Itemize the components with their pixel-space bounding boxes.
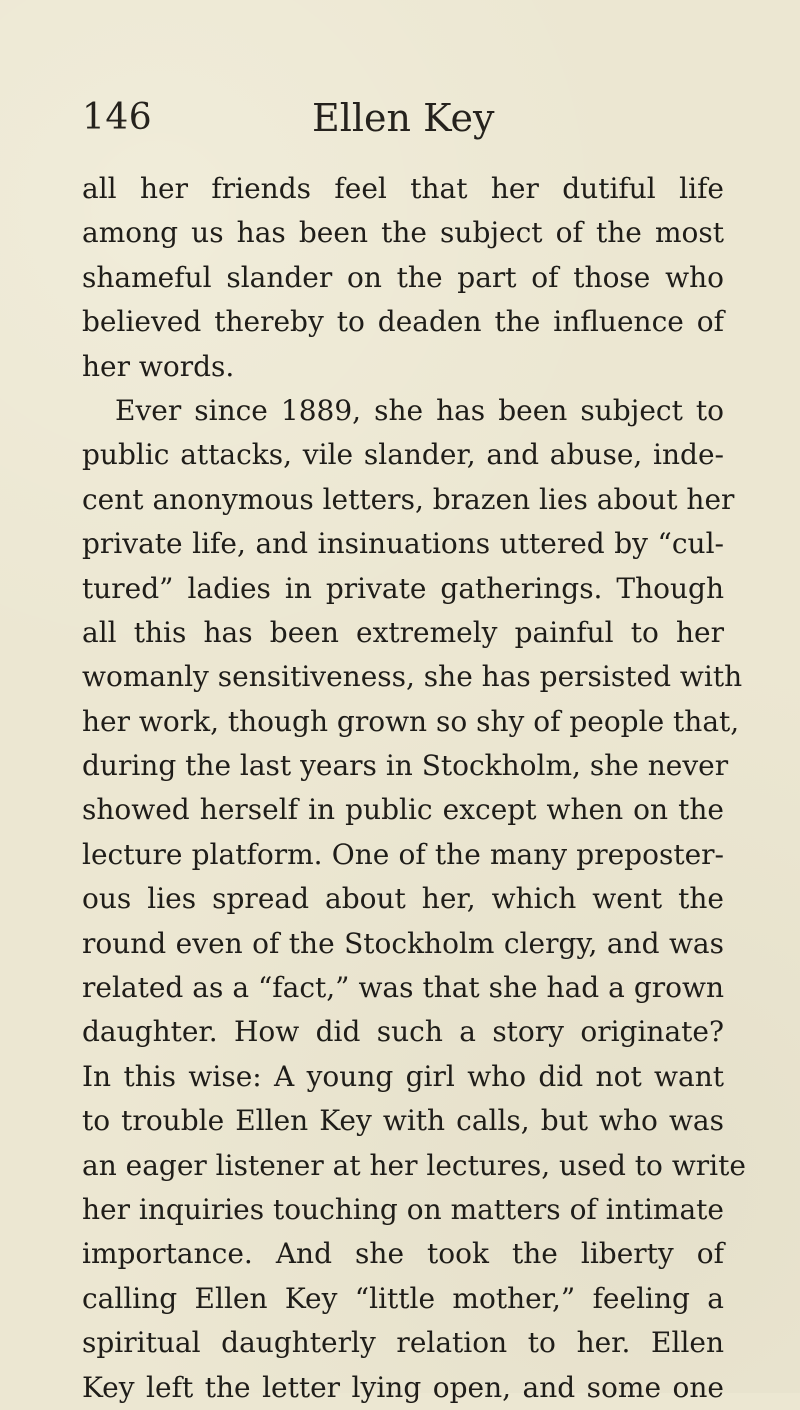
text-line: ous lies spread about her, which went the [82, 882, 724, 916]
text-line: among us has been the subject of the most [82, 216, 724, 250]
text-line: her inquiries touching on matters of intimate [82, 1192, 724, 1226]
text-line: an eager listener at her lectures, used to write [82, 1148, 746, 1182]
text-line: shameful slander on the part of those who [82, 260, 724, 294]
text-line: related as a “fact,” was that she had a grown [82, 971, 724, 1005]
text-line: lecture platform. One of the many preposter- [82, 837, 724, 871]
running-head [82, 96, 722, 140]
text-line: public attacks, vile slander, and abuse, inde- [82, 438, 724, 472]
text-line: during the last years in Stockholm, she never [82, 749, 729, 783]
text-line: In this wise: A young girl who did not want [82, 1059, 724, 1093]
text-line: believed thereby to deaden the influence of [82, 305, 724, 339]
text-line: all her friends feel that her dutiful life [82, 172, 724, 205]
text-line: Key left the letter lying open, and some one [82, 1370, 724, 1404]
text-line: all this has been extremely painful to her [82, 615, 724, 649]
body-text [82, 167, 746, 1410]
text-line: her words. [82, 349, 235, 383]
text-line: tured” ladies in private gatherings. Though [82, 571, 724, 605]
text-line: womanly sensitiveness, she has persisted with [82, 660, 743, 694]
text-line: to trouble Ellen Key with calls, but who was [82, 1104, 724, 1138]
paragraph-start-line: Ever since 1889, she has been subject to [115, 393, 724, 427]
text-line: round even of the Stockholm clergy, and was [82, 926, 724, 960]
text-line: her work, though grown so shy of people that, [82, 704, 740, 738]
text-line: daughter. How did such a story originate? [82, 1015, 724, 1049]
text-line: spiritual daughterly relation to her. Ellen [82, 1326, 724, 1360]
text-line: showed herself in public except when on the [82, 793, 724, 827]
running-title: Ellen Key [312, 96, 495, 140]
text-line: cent anonymous letters, brazen lies about her [82, 482, 735, 516]
text-line: importance. And she took the liberty of [82, 1237, 724, 1271]
page-number: 146 [82, 97, 153, 138]
text-line: calling Ellen Key “little mother,” feeling a [82, 1281, 724, 1315]
text-line: private life, and insinuations uttered by “cul- [82, 527, 724, 561]
